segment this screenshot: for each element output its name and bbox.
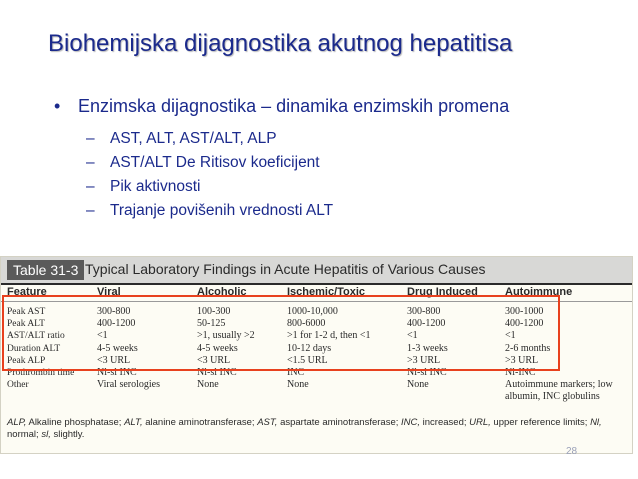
table-cell: AST/ALT ratio: [7, 331, 65, 342]
footnote-abbr: INC,: [401, 417, 421, 428]
footnote-text: normal;: [7, 429, 42, 440]
table-cell: >1 for 1-2 d, then <1: [287, 330, 371, 342]
table-cell: 1-3 weeks: [407, 342, 448, 354]
table-cell: None: [287, 379, 309, 391]
table-cell: >3 URL: [407, 354, 441, 366]
table-cell: 300-800: [407, 306, 441, 317]
table-cell: 10-12 days: [287, 342, 332, 354]
table-cell: 100-300: [197, 306, 231, 317]
sub-bullet-text: AST, ALT, AST/ALT, ALP: [110, 130, 277, 147]
slide-title: Biohemijska dijagnostika akutnog hepatitisa: [48, 30, 513, 57]
sub-marker: –: [86, 130, 95, 147]
sub-bullet: [86, 175, 509, 199]
table-cell: 2-6 months: [505, 342, 551, 354]
table-cell: Nl-INC: [505, 367, 536, 378]
table-cell: albumin, INC globulins: [505, 391, 600, 403]
bullet-list: [54, 96, 509, 223]
column-header: Drug Induced: [407, 286, 478, 298]
table-cell: Prothrombin time: [7, 368, 75, 378]
table-caption: Typical Laboratory Findings in Acute Hepatitis of Various Causes: [85, 261, 486, 277]
bullet-marker: •: [54, 96, 61, 116]
table-cell: None: [407, 379, 429, 391]
sub-bullet: [86, 199, 509, 223]
table-cell: <1.5 URL: [287, 354, 328, 366]
footnote-text: upper reference limits;: [490, 417, 591, 428]
sub-bullet-text: Pik aktivnosti: [110, 178, 201, 195]
table-cell: Nl-sl INC: [407, 367, 447, 378]
table-cell: <1: [407, 330, 418, 342]
table-cell: Other: [7, 380, 29, 391]
table-cell: 400-1200: [505, 318, 544, 330]
table-footnote: [7, 417, 627, 441]
sub-marker: –: [86, 202, 95, 219]
footnote-abbr: sl,: [41, 429, 51, 440]
table-cell: INC: [287, 367, 305, 378]
table-cell: 50-125: [197, 318, 226, 330]
table-cell: 300-1000: [505, 306, 544, 317]
sub-bullet: [86, 127, 509, 151]
column-header: Alcoholic: [197, 286, 247, 298]
table-cell: Viral serologies: [97, 379, 160, 391]
table-cell: <3 URL: [97, 354, 131, 366]
footnote-text: slightly.: [50, 429, 85, 440]
footnote-abbr: ALP,: [7, 417, 27, 428]
sub-bullet-text: AST/ALT De Ritisov koeficijent: [110, 154, 320, 171]
sub-marker: –: [86, 154, 95, 171]
column-header: Feature: [7, 286, 47, 298]
footnote-text: Alkaline phosphatase;: [26, 417, 125, 428]
table-header-bar: [1, 257, 632, 285]
table-cell: Nl-sl INC: [97, 367, 137, 378]
main-bullet: [54, 96, 509, 117]
table-cell: 4-5 weeks: [197, 342, 238, 354]
table-cell: None: [197, 379, 219, 391]
table-cell: Nl-sl INC: [197, 367, 237, 378]
column-header: Ischemic/Toxic: [287, 286, 366, 298]
table-cell: 800-6000: [287, 318, 326, 330]
sub-bullet-text: Trajanje povišenih vrednosti ALT: [110, 202, 334, 219]
column-header: Autoimmune: [505, 286, 573, 298]
sub-bullet-list: [86, 127, 509, 223]
table-cell: <1: [97, 330, 108, 342]
footnote-text: aspartate aminotransferase;: [277, 417, 402, 428]
footnote-text: alanine aminotransferase;: [142, 417, 258, 428]
table-row: [1, 391, 632, 403]
table-cell: 4-5 weeks: [97, 342, 138, 354]
table-cell: 400-1200: [97, 318, 136, 330]
table-cell: Autoimmune markers; low: [505, 379, 613, 391]
sub-bullet: [86, 151, 509, 175]
table-cell: 400-1200: [407, 318, 446, 330]
footnote-abbr: Nl,: [590, 417, 602, 428]
table-cell: <3 URL: [197, 354, 231, 366]
footnote-abbr: URL,: [469, 417, 491, 428]
table-cell: Peak AST: [7, 307, 46, 317]
table-cell: >3 URL: [505, 354, 539, 366]
table-cell: >1, usually >2: [197, 330, 255, 342]
table-cell: Duration ALT: [7, 343, 61, 354]
footnote-abbr: ALT,: [124, 417, 143, 428]
footnote-abbr: AST,: [257, 417, 278, 428]
table-cell: <1: [505, 330, 516, 342]
table-number: Table 31-3: [7, 260, 84, 280]
sub-marker: –: [86, 178, 95, 195]
table-row: [1, 379, 632, 391]
footnote-text: increased;: [420, 417, 470, 428]
table-cell: 1000-10,000: [287, 306, 338, 317]
page-number: 28: [566, 446, 578, 457]
column-header: Viral: [97, 286, 121, 298]
main-bullet-text: Enzimska dijagnostika – dinamika enzimskih promena: [78, 96, 510, 116]
table-cell: Peak ALT: [7, 319, 45, 330]
table-cell: Peak ALP: [7, 355, 46, 366]
highlight-box: [2, 295, 560, 371]
table-cell: 300-800: [97, 306, 131, 317]
